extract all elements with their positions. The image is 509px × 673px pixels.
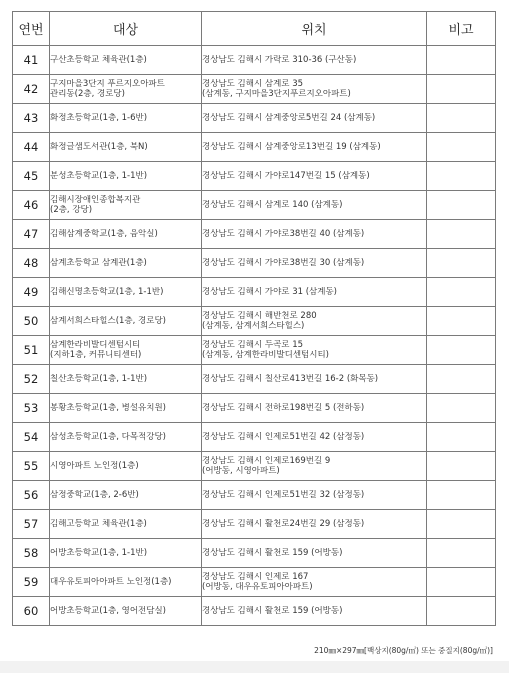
table-row	[13, 481, 496, 510]
location-cell	[202, 365, 427, 394]
note-cell	[427, 336, 496, 365]
target-text: 봉황초등학교(1층, 병설유치원)	[50, 403, 166, 413]
target-text: 김해삼계중학교(1층, 음악실)	[50, 229, 158, 239]
note-cell	[427, 162, 496, 191]
location-cell	[202, 249, 427, 278]
location-text: (삼계동, 구지마을3단지푸르지오아파트)	[202, 89, 351, 99]
target-text: 삼계서희스타힐스(1층, 경로당)	[50, 316, 166, 326]
page-bottom-band	[0, 661, 509, 673]
location-cell	[202, 162, 427, 191]
note-cell	[427, 104, 496, 133]
row-number: 53	[13, 394, 50, 423]
target-text: (2층, 강당)	[50, 205, 93, 215]
location-text: 경상남도 김해시 칠산로413번길 16-2 (화목동)	[202, 374, 379, 384]
row-number: 60	[13, 597, 50, 626]
table-row	[13, 452, 496, 481]
note-cell	[427, 133, 496, 162]
table-row	[13, 365, 496, 394]
target-cell	[50, 365, 202, 394]
location-text: 경상남도 김해시 인제로51번길 42 (삼정동)	[202, 432, 365, 442]
row-number: 44	[13, 133, 50, 162]
row-number: 49	[13, 278, 50, 307]
table-row	[13, 278, 496, 307]
target-text: 어방초등학교(1층, 1-1반)	[50, 548, 148, 558]
table-header-row	[13, 12, 496, 46]
location-text: 경상남도 김해시 삼계중앙로5번길 24 (삼계동)	[202, 113, 376, 123]
location-text: 경상남도 김해시 인제로 167	[202, 572, 309, 582]
target-cell	[50, 278, 202, 307]
target-cell	[50, 46, 202, 75]
target-text: 분성초등학교(1층, 1-1반)	[50, 171, 148, 181]
table-row	[13, 568, 496, 597]
location-text: 경상남도 김해시 활천로 159 (어방동)	[202, 548, 343, 558]
table-row	[13, 336, 496, 365]
row-number: 56	[13, 481, 50, 510]
row-number: 57	[13, 510, 50, 539]
location-text: 경상남도 김해시 해반천로 280	[202, 311, 317, 321]
target-text: 관리동(2층, 경로당)	[50, 89, 125, 99]
target-cell	[50, 568, 202, 597]
target-cell	[50, 191, 202, 220]
table-row	[13, 191, 496, 220]
note-cell	[427, 394, 496, 423]
table-row	[13, 75, 496, 104]
row-number: 41	[13, 46, 50, 75]
target-cell	[50, 597, 202, 626]
location-text: 경상남도 김해시 전하로198번길 5 (전하동)	[202, 403, 365, 413]
location-text: 경상남도 김해시 삼계중앙로13번길 19 (삼계동)	[202, 142, 381, 152]
note-cell	[427, 249, 496, 278]
location-cell	[202, 133, 427, 162]
target-text: 어방초등학교(1층, 영어전담실)	[50, 606, 166, 616]
target-cell	[50, 249, 202, 278]
target-text: 김해신명초등학교(1층, 1-1반)	[50, 287, 164, 297]
table-row	[13, 249, 496, 278]
location-text: 경상남도 김해시 가야로38번길 30 (삼계동)	[202, 258, 365, 268]
target-cell	[50, 394, 202, 423]
note-cell	[427, 568, 496, 597]
target-text: 화정초등학교(1층, 1-6반)	[50, 113, 148, 123]
note-cell	[427, 220, 496, 249]
location-text: 경상남도 김해시 삼계로 35	[202, 79, 304, 89]
location-text: (어방동, 대우유토피아아파트)	[202, 582, 313, 592]
target-cell	[50, 539, 202, 568]
table-row	[13, 597, 496, 626]
row-number: 47	[13, 220, 50, 249]
table-row	[13, 133, 496, 162]
note-cell	[427, 597, 496, 626]
target-text: (지하1층, 커뮤니티센터)	[50, 350, 142, 360]
row-number: 58	[13, 539, 50, 568]
target-text: 김해고등학교 체육관(1층)	[50, 519, 147, 529]
row-number: 45	[13, 162, 50, 191]
table-row	[13, 423, 496, 452]
target-text: 삼정중학교(1층, 2-6반)	[50, 490, 139, 500]
table-row	[13, 162, 496, 191]
target-cell	[50, 510, 202, 539]
note-cell	[427, 452, 496, 481]
location-cell	[202, 104, 427, 133]
target-text: 화정글샘도서관(1층, 북N)	[50, 142, 148, 152]
location-cell	[202, 481, 427, 510]
target-cell	[50, 133, 202, 162]
row-number: 52	[13, 365, 50, 394]
note-cell	[427, 539, 496, 568]
location-text: 경상남도 김해시 가야로 31 (삼계동)	[202, 287, 338, 297]
row-number: 59	[13, 568, 50, 597]
note-cell	[427, 423, 496, 452]
header-location: 위치	[202, 12, 427, 46]
target-cell	[50, 423, 202, 452]
target-cell	[50, 307, 202, 336]
table-body	[13, 46, 496, 626]
target-text: 대우유토피아아파트 노인정(1층)	[50, 577, 172, 587]
row-number: 55	[13, 452, 50, 481]
header-target: 대상	[50, 12, 202, 46]
note-cell	[427, 75, 496, 104]
row-number: 46	[13, 191, 50, 220]
location-text: 경상남도 김해시 두곡로 15	[202, 340, 304, 350]
note-cell	[427, 46, 496, 75]
location-text: 경상남도 김해시 인제로169번길 9	[202, 456, 331, 466]
location-text: (삼계동, 삼계서희스타힐스)	[202, 321, 305, 331]
paper-spec-footer: 210㎜×297㎜[백상지(80g/㎡) 또는 중질지(80g/㎡)]	[314, 646, 493, 655]
target-text: 삼계초등학교 삼계관(1층)	[50, 258, 147, 268]
target-cell	[50, 104, 202, 133]
location-cell	[202, 191, 427, 220]
location-cell	[202, 75, 427, 104]
note-cell	[427, 307, 496, 336]
target-text: 삼성초등학교(1층, 다목적강당)	[50, 432, 166, 442]
location-text: (어방동, 시영아파트)	[202, 466, 280, 476]
note-cell	[427, 510, 496, 539]
location-text: 경상남도 김해시 삼계로 140 (삼계동)	[202, 200, 343, 210]
location-cell	[202, 452, 427, 481]
target-text: 구산초등학교 체육관(1층)	[50, 55, 147, 65]
table-row	[13, 307, 496, 336]
note-cell	[427, 191, 496, 220]
note-cell	[427, 365, 496, 394]
note-cell	[427, 278, 496, 307]
row-number: 42	[13, 75, 50, 104]
table-row	[13, 539, 496, 568]
target-cell	[50, 481, 202, 510]
row-number: 48	[13, 249, 50, 278]
row-number: 54	[13, 423, 50, 452]
target-cell	[50, 336, 202, 365]
header-number: 연번	[13, 12, 50, 46]
target-cell	[50, 162, 202, 191]
location-cell	[202, 336, 427, 365]
target-cell	[50, 75, 202, 104]
table-row	[13, 104, 496, 133]
row-number: 51	[13, 336, 50, 365]
location-cell	[202, 568, 427, 597]
location-cell	[202, 307, 427, 336]
location-text: 경상남도 김해시 가야로38번길 40 (삼계동)	[202, 229, 365, 239]
location-cell	[202, 539, 427, 568]
row-number: 43	[13, 104, 50, 133]
polling-place-table	[12, 11, 496, 626]
location-cell	[202, 220, 427, 249]
location-text: 경상남도 김해시 활천로 159 (어방동)	[202, 606, 343, 616]
location-text: 경상남도 김해시 인제로51번길 32 (삼정동)	[202, 490, 365, 500]
target-text: 시영아파트 노인정(1층)	[50, 461, 139, 471]
location-cell	[202, 423, 427, 452]
target-text: 구지마을3단지 푸르지오아파트	[50, 79, 165, 89]
target-cell	[50, 452, 202, 481]
table-row	[13, 220, 496, 249]
note-cell	[427, 481, 496, 510]
location-text: 경상남도 김해시 활천로24번길 29 (삼정동)	[202, 519, 365, 529]
location-text: 경상남도 김해시 가락로 310-36 (구산동)	[202, 55, 357, 65]
location-cell	[202, 597, 427, 626]
table-row	[13, 394, 496, 423]
location-cell	[202, 278, 427, 307]
row-number: 50	[13, 307, 50, 336]
target-text: 삼계한라비발디센텀시티	[50, 340, 141, 350]
target-text: 칠산초등학교(1층, 1-1반)	[50, 374, 148, 384]
location-cell	[202, 510, 427, 539]
header-note: 비고	[427, 12, 496, 46]
target-cell	[50, 220, 202, 249]
table-row	[13, 510, 496, 539]
target-text: 김해시장애인종합복지관	[50, 195, 141, 205]
location-cell	[202, 394, 427, 423]
location-text: (삼계동, 삼계한라비발디센텀시티)	[202, 350, 329, 360]
table-row	[13, 46, 496, 75]
location-cell	[202, 46, 427, 75]
location-text: 경상남도 김해시 가야로147번길 15 (삼계동)	[202, 171, 370, 181]
